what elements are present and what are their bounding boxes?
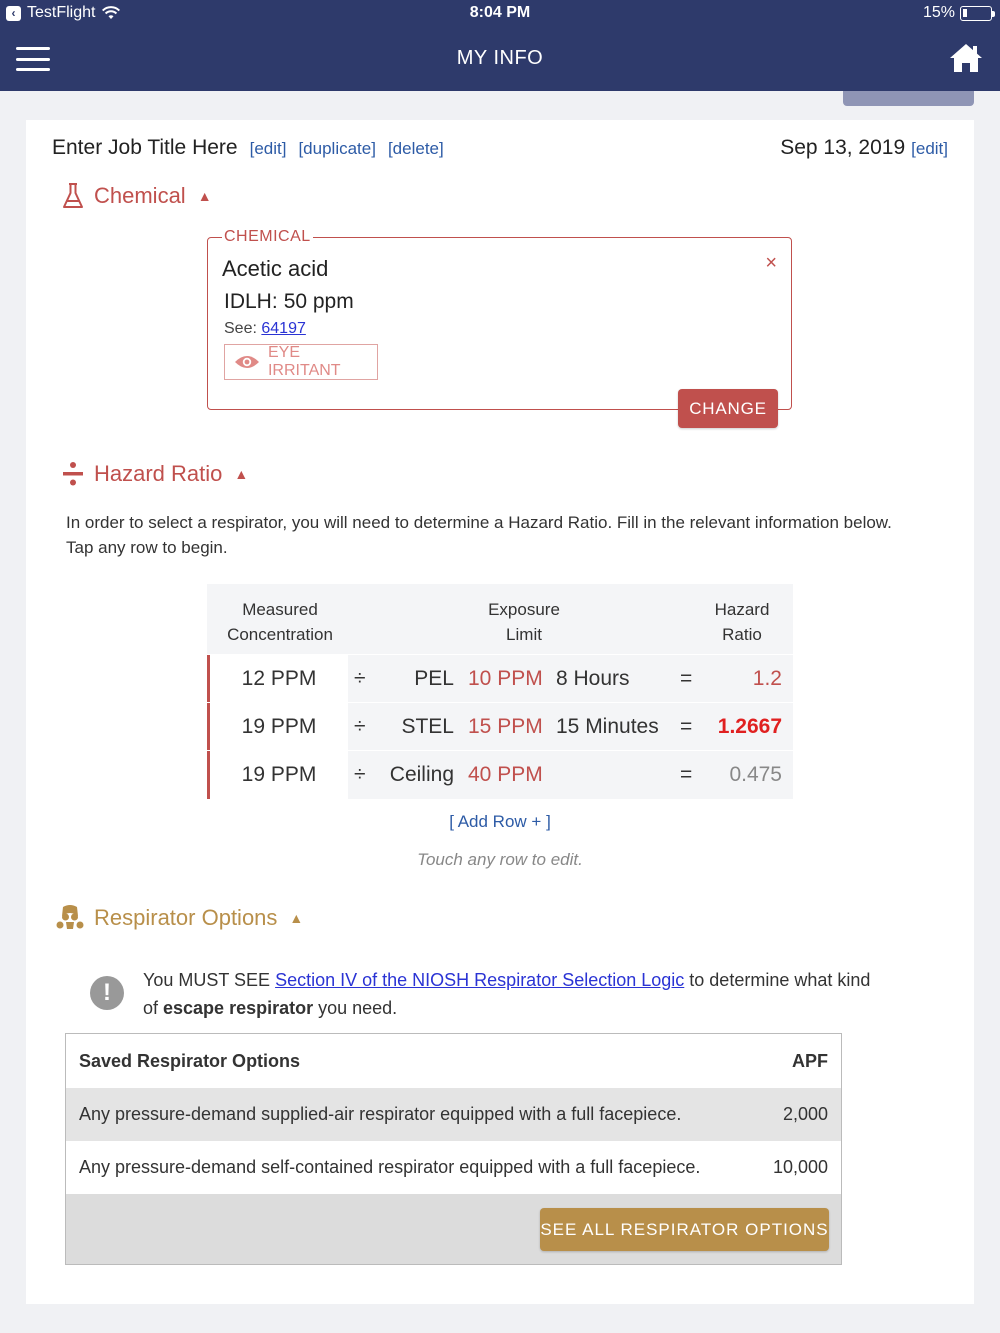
col-exposure <box>469 597 579 647</box>
hazard-row-stel[interactable] <box>207 702 793 750</box>
chemical-name: Acetic acid <box>222 256 329 281</box>
saved-table-header <box>66 1034 841 1088</box>
limit-cells <box>348 703 793 751</box>
measured-value: 12 PPM <box>210 655 348 703</box>
measured-value: 19 PPM <box>210 703 348 751</box>
back-arrow-icon: ‹ <box>6 6 21 21</box>
limit-value: 10 PPM <box>468 667 543 690</box>
job-date: Sep 13, 2019 <box>780 136 906 159</box>
eye-irritant-badge <box>224 344 378 380</box>
hazard-intro: In order to select a respirator, you will need to determine a Hazard Ratio. Fill in the relevant information below. Tap any row to begin. <box>66 513 892 557</box>
col-exposure-line1: Exposure <box>488 600 560 619</box>
job-title: Enter Job Title Here <box>52 136 238 159</box>
see-reference <box>224 320 306 338</box>
equals-sign: = <box>680 715 693 738</box>
eye-irritant-label: EYE IRRITANT <box>267 344 341 379</box>
respirator-option-row[interactable] <box>66 1141 841 1194</box>
idlh-value: 50 ppm <box>283 290 354 313</box>
respirator-description: Any pressure-demand self-contained respirator equipped with a full facepiece. <box>79 1157 701 1177</box>
edit-date-link[interactable]: [edit] <box>911 139 948 158</box>
back-app-label: TestFlight <box>27 4 96 21</box>
limit-duration: 8 Hours <box>556 667 630 690</box>
col-measured-line2: Concentration <box>227 625 333 644</box>
limit-value: 15 PPM <box>468 715 543 738</box>
saved-table-footer <box>66 1194 841 1264</box>
notice-bold: escape respirator <box>163 998 314 1018</box>
hazard-ratio-table <box>207 584 793 798</box>
idlh-row <box>224 290 354 314</box>
col-ratio-line1: Hazard <box>714 600 770 619</box>
respirator-apf: 10,000 <box>772 1157 828 1177</box>
niosh-logic-link[interactable]: Section IV of the NIOSH Respirator Selection Logic <box>275 970 685 990</box>
see-label: See: <box>224 320 257 337</box>
page-title: MY INFO <box>456 47 544 69</box>
delete-job-link[interactable]: [delete] <box>387 139 444 158</box>
col-measured <box>215 597 345 647</box>
chemical-heading: Chemical <box>94 183 186 208</box>
col-ratio <box>702 597 782 647</box>
respirator-option-row[interactable] <box>66 1088 841 1141</box>
clock: 8:04 PM <box>469 4 531 21</box>
saved-respirators-table <box>65 1033 842 1265</box>
job-card <box>26 120 974 1304</box>
col-ratio-line2: Ratio <box>722 625 762 644</box>
limit-duration: 15 Minutes <box>556 715 659 738</box>
hazard-row-ceiling[interactable] <box>207 750 793 798</box>
col-exposure-line2: Limit <box>506 625 542 644</box>
respirator-apf: 2,000 <box>782 1104 828 1124</box>
home-icon[interactable] <box>948 42 984 74</box>
hazard-section-toggle[interactable] <box>62 461 248 487</box>
collapse-arrow-icon: ▲ <box>197 188 212 204</box>
hazard-ratio-value: 1.2 <box>752 667 782 690</box>
apf-header: APF <box>792 1051 828 1071</box>
battery-icon <box>960 6 992 21</box>
warning-icon: ! <box>90 976 124 1010</box>
chemical-legend: CHEMICAL <box>224 228 311 245</box>
chemical-section-toggle[interactable] <box>62 182 212 210</box>
collapse-arrow-icon: ▲ <box>289 910 304 926</box>
equals-sign: = <box>680 667 693 690</box>
hazard-heading: Hazard Ratio <box>94 461 223 486</box>
edit-job-link[interactable]: [edit] <box>249 139 287 158</box>
respirator-description: Any pressure-demand supplied-air respirator equipped with a full facepiece. <box>79 1104 682 1124</box>
hazard-ratio-value: 1.2667 <box>717 715 782 738</box>
measured-value: 19 PPM <box>210 751 348 799</box>
flask-icon <box>62 182 84 210</box>
battery-status <box>923 4 992 22</box>
duplicate-job-link[interactable]: [duplicate] <box>298 139 376 158</box>
add-row-button[interactable]: [ Add Row + ] <box>449 812 551 831</box>
job-date-row <box>780 136 948 160</box>
see-all-respirators-button[interactable]: SEE ALL RESPIRATOR OPTIONS <box>540 1208 829 1251</box>
notice-text <box>143 966 883 1022</box>
job-title-row <box>52 136 444 160</box>
limit-type: STEL <box>401 715 454 738</box>
limit-cells <box>348 751 793 799</box>
hazard-table-header <box>207 584 793 654</box>
limit-value: 40 PPM <box>468 763 543 786</box>
gas-mask-icon <box>56 904 84 932</box>
limit-type: PEL <box>414 667 454 690</box>
notice-pre: You MUST SEE <box>143 970 276 990</box>
idlh-label: IDLH: <box>224 290 278 313</box>
divide-sign: ÷ <box>354 763 366 786</box>
divide-sign: ÷ <box>354 667 366 690</box>
close-icon[interactable]: × <box>765 252 777 274</box>
divide-icon <box>62 461 84 487</box>
respirator-section-toggle[interactable] <box>56 904 303 932</box>
notice-post: you need. <box>313 998 398 1018</box>
notice-mid: to determine what kind of <box>143 970 871 1018</box>
chemical-card <box>207 228 792 410</box>
collapse-arrow-icon: ▲ <box>234 466 249 482</box>
hazard-ratio-value: 0.475 <box>729 763 782 786</box>
col-measured-line1: Measured <box>242 600 318 619</box>
battery-percent: 15% <box>922 4 955 21</box>
equals-sign: = <box>680 763 693 786</box>
hazard-row-pel[interactable] <box>207 654 793 702</box>
limit-cells <box>348 655 793 703</box>
edit-hint: Touch any row to edit. <box>417 850 583 869</box>
limit-type: Ceiling <box>389 763 454 786</box>
divide-sign: ÷ <box>354 715 366 738</box>
eye-icon <box>234 354 260 370</box>
change-chemical-button[interactable]: CHANGE <box>678 389 778 428</box>
nav-tab-indicator <box>843 91 974 106</box>
status-bar <box>0 0 1000 26</box>
reference-link[interactable]: 64197 <box>261 320 306 337</box>
respirator-heading: Respirator Options <box>94 905 278 930</box>
saved-table-title: Saved Respirator Options <box>79 1051 301 1071</box>
nav-bar <box>0 26 1000 91</box>
